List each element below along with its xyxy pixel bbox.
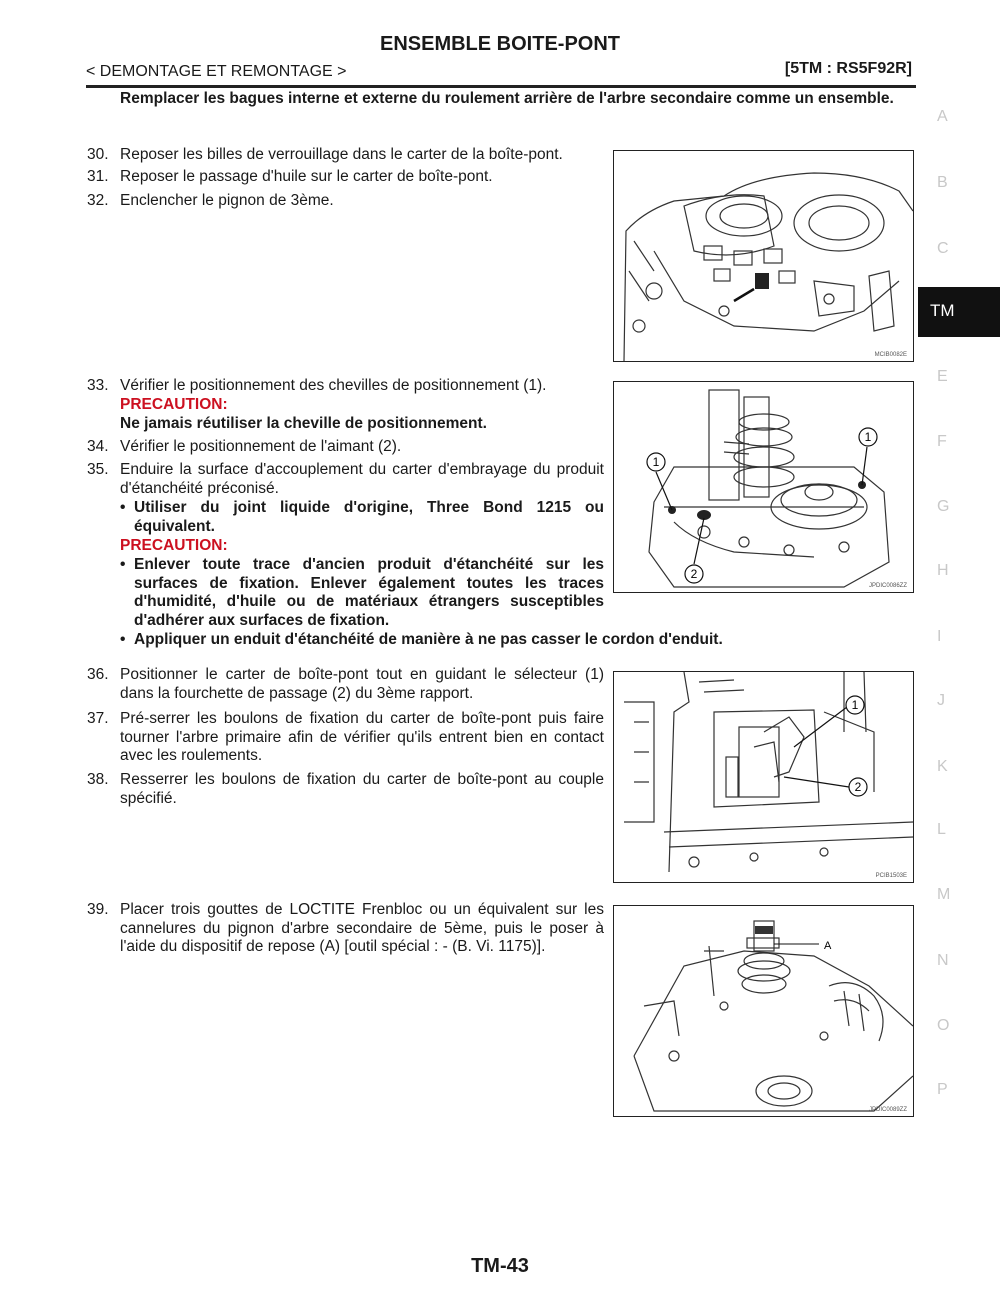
step-number: 30. (87, 146, 109, 163)
side-index-tm-label: TM (930, 301, 955, 320)
step-number: 33. (87, 377, 109, 394)
clutch-housing-drawing (614, 382, 913, 592)
step-number: 36. (87, 666, 109, 683)
step-number: 32. (87, 192, 109, 209)
model-code: [5TM : RS5F92R] (784, 60, 912, 77)
page-number: TM-43 (471, 1255, 529, 1277)
callout-a: A (824, 940, 832, 952)
figure-code: PCIB1503E (875, 873, 907, 879)
header-divider (86, 85, 916, 88)
fifth-gear-drawing (614, 906, 913, 1116)
side-index-l[interactable]: L (937, 821, 946, 838)
side-index-tm-active[interactable] (918, 287, 1000, 337)
step-number: 34. (87, 438, 109, 455)
figure-oil-passage (613, 150, 914, 362)
side-index-j[interactable]: J (937, 692, 945, 709)
intro-note: Remplacer les bagues interne et externe du roulement arrière de l'arbre secondaire comme un ensemble. (120, 90, 894, 107)
side-index-p[interactable]: P (937, 1081, 948, 1098)
figure-code: MCIB0082E (874, 352, 907, 358)
side-index-c[interactable]: C (937, 240, 949, 257)
step-number: 38. (87, 771, 109, 788)
side-index-e[interactable]: E (937, 368, 948, 385)
caution-text: Ne jamais réutiliser la cheville de positionnement. (120, 415, 487, 432)
step-text: Placer trois gouttes de LOCTITE Frenbloc ou un équivalent sur les cannelures du pignon d'arbre secondaire de 5ème, puis le poser à l'aide du dispositif de repose (A) [outil spécial : - (B. Vi. 1175)]. (120, 901, 604, 955)
step-text: Reposer le passage d'huile sur le carter de boîte-pont. (120, 168, 493, 185)
step-number: 39. (87, 901, 109, 918)
figure-5th-gear-install (613, 905, 914, 1117)
transaxle-case-drawing (614, 151, 913, 361)
selector-fork-drawing (614, 672, 913, 882)
bullet-dot: • (120, 556, 126, 573)
step-text: Reposer les billes de verrouillage dans le carter de la boîte-pont. (120, 146, 563, 163)
side-index-o[interactable]: O (937, 1017, 950, 1034)
callout-1: 1 (652, 455, 660, 469)
side-index-a[interactable]: A (937, 108, 948, 125)
figure-dowel-magnet (613, 381, 914, 593)
step-text: Vérifier le positionnement des chevilles de positionnement (1). (120, 377, 547, 394)
step-text: Enclencher le pignon de 3ème. (120, 192, 334, 209)
step-text: Positionner le carter de boîte-pont tout en guidant le sélecteur (1) dans la fourchette de passage (2) du 3ème rapport. (120, 666, 604, 702)
step-text: Vérifier le positionnement de l'aimant (2). (120, 438, 402, 455)
figure-code: JPDIC0089ZZ (868, 1107, 907, 1113)
figure-shift-fork (613, 671, 914, 883)
bullet-text: Enlever toute trace d'ancien produit d'étanchéité sur les surfaces de fixation. Enlever également toutes les traces d'humidité, d'huile ou de matériaux étrangers susceptibles d'adhérer aux surfaces de fixation. (134, 556, 604, 629)
side-index-n[interactable]: N (937, 952, 949, 969)
step-text: Enduire la surface d'accouplement du carter d'embrayage du produit d'étanchéité préconisé. (120, 461, 604, 497)
bullet-dot: • (120, 631, 126, 648)
callout-1: 1 (864, 430, 872, 444)
side-index-i[interactable]: I (937, 628, 942, 645)
step-text: Resserrer les boulons de fixation du carter de boîte-pont au couple spécifié. (120, 771, 604, 807)
caution-label: PRECAUTION: (120, 537, 228, 554)
callout-1: 1 (851, 698, 859, 712)
bullet-text: Utiliser du joint liquide d'origine, Three Bond 1215 ou équivalent. (134, 499, 604, 535)
callout-2: 2 (854, 780, 862, 794)
step-number: 37. (87, 710, 109, 727)
side-index-f[interactable]: F (937, 433, 947, 450)
side-index-b[interactable]: B (937, 174, 948, 191)
step-number: 31. (87, 168, 109, 185)
side-index-k[interactable]: K (937, 758, 948, 775)
bullet-text: Appliquer un enduit d'étanchéité de manière à ne pas casser le cordon d'enduit. (134, 631, 723, 648)
side-index-m[interactable]: M (937, 886, 951, 903)
side-index-g[interactable]: G (937, 498, 950, 515)
page-title: ENSEMBLE BOITE-PONT (379, 33, 620, 55)
section-label: < DEMONTAGE ET REMONTAGE > (86, 63, 347, 80)
figure-code: JPDIC0086ZZ (868, 583, 907, 589)
side-index-h[interactable]: H (937, 562, 949, 579)
caution-label: PRECAUTION: (120, 396, 228, 413)
step-number: 35. (87, 461, 109, 478)
step-text: Pré-serrer les boulons de fixation du carter de boîte-pont puis faire tourner l'arbre primaire afin de vérifier qu'ils entrent bien en contact avec les roulements. (120, 710, 604, 764)
callout-2: 2 (690, 567, 698, 581)
bullet-dot: • (120, 499, 126, 516)
